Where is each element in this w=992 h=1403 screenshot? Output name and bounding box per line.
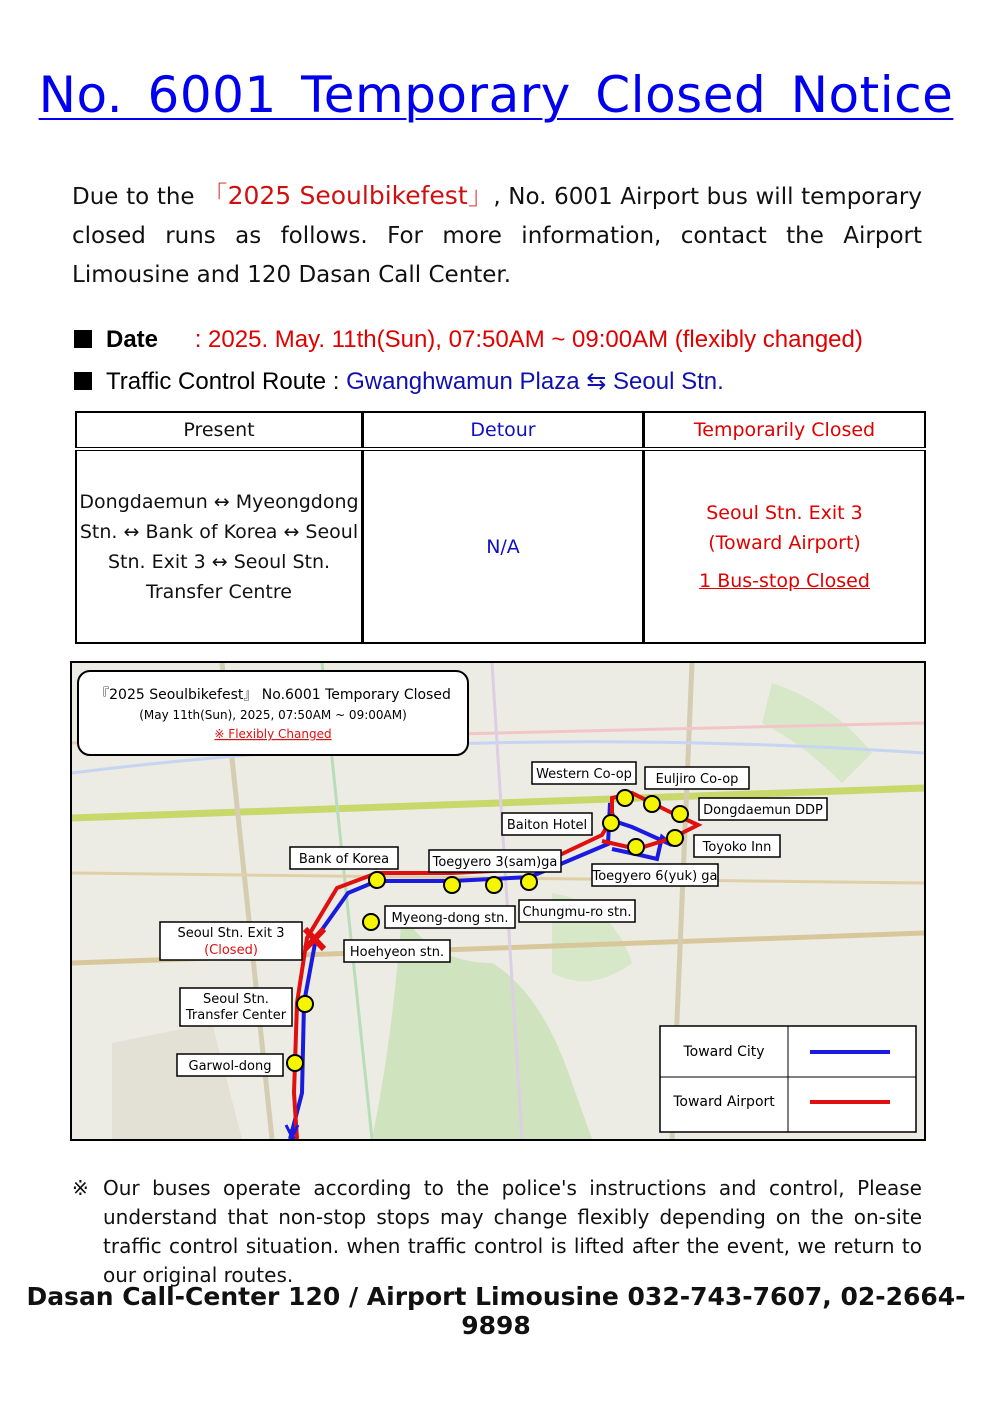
stop-bank-of-korea: [369, 872, 385, 888]
stop-toyoko-inn: [667, 830, 683, 846]
intro-after: , No. 6001 Airport bus will temporary closed runs as follows. For more information, contact the Airport Limousine and 120 Dasan Call Center.: [72, 184, 922, 288]
label-chungmuro: Chungmu-ro stn.: [522, 905, 632, 920]
label-toyoko-inn: Toyoko Inn: [702, 840, 772, 855]
banner-date: (May 11th(Sun), 2025, 07:50AM ~ 09:00AM): [139, 708, 407, 722]
note-text: Our buses operate according to the police's instructions and control, Please understand that non-stop stops may change flexibly depending on the on-site traffic control situation. when traffic control is lifted after the event, we return to our original routes.: [103, 1176, 922, 1287]
map-legend: [660, 1026, 916, 1132]
bullet-square-icon: [74, 330, 92, 348]
traffic-row: [74, 367, 724, 396]
detour-value: N/A: [363, 449, 644, 643]
note-mark: ※: [72, 1176, 89, 1200]
header-closed: Temporarily Closed: [644, 412, 926, 449]
date-label: Date: [106, 326, 159, 353]
traffic-label: Traffic Control Route: [106, 368, 327, 395]
label-euljiro-coop: Euljiro Co-op: [655, 772, 739, 787]
bullet-square-icon: [74, 372, 92, 390]
header-detour: Detour: [363, 412, 644, 449]
closed-note: 1 Bus-stop Closed: [699, 569, 870, 592]
route-table: [75, 411, 926, 644]
label-dongdaemun-ddp: Dongdaemun DDP: [703, 803, 823, 818]
table-header-row: [76, 412, 925, 449]
stop-chungmuro: [521, 874, 537, 890]
banner-title: 『2025 Seoulbikefest』 No.6001 Temporary Closed: [95, 687, 451, 703]
date-row: [74, 326, 863, 354]
label-toegyero3: Toegyero 3(sam)ga: [432, 855, 558, 870]
stop-toegyero3-a: [444, 877, 460, 893]
header-present: Present: [76, 412, 363, 449]
notice-title: No. 6001 Temporary Closed Notice: [38, 66, 954, 124]
date-value: 2025. May. 11th(Sun), 07:50AM ~ 09:00AM (flexibly changed): [208, 326, 863, 353]
map-svg: [72, 663, 924, 1139]
closed-cell: [644, 449, 926, 643]
stop-toegyero3-b: [486, 877, 502, 893]
contact-line: Dasan Call-Center 120 / Airport Limousine 032-743-7607, 02-2664-9898: [26, 1282, 966, 1340]
banner-note: ※ Flexibly Changed: [214, 727, 332, 741]
stop-western-coop: [617, 790, 633, 806]
stop-dongdaemun-ddp: [672, 806, 688, 822]
present-route: Dongdaemun ↔ Myeongdong Stn. ↔ Bank of Korea ↔ Seoul Stn. Exit 3 ↔ Seoul Stn. Transfer Centre: [76, 449, 363, 643]
label-seoul-exit3: Seoul Stn. Exit 3: [177, 926, 285, 941]
traffic-separator: :: [326, 368, 347, 395]
stop-garwol: [287, 1055, 303, 1071]
label-myeongdong: Myeong-dong stn.: [391, 911, 509, 926]
stop-seoul-transfer: [297, 996, 313, 1012]
intro-before: Due to the: [72, 184, 203, 210]
label-western-coop: Western Co-op: [536, 767, 632, 782]
stop-baiton-hotel: [603, 815, 619, 831]
traffic-value: Gwanghwamun Plaza ⇆ Seoul Stn.: [346, 368, 724, 395]
legend-city-label: Toward City: [683, 1044, 765, 1060]
label-transfer-line1: Seoul Stn.: [203, 992, 269, 1007]
intro-paragraph: [72, 176, 922, 295]
label-closed-tag: (Closed): [204, 943, 258, 958]
stop-myeongdong: [363, 914, 379, 930]
route-map: [70, 661, 926, 1141]
event-name: 「2025 Seoulbikefest」: [202, 181, 494, 210]
label-bank-of-korea: Bank of Korea: [298, 852, 390, 867]
label-hoehyeon: Hoehyeon stn.: [349, 945, 445, 960]
label-toegyero6: Toegyero 6(yuk) ga: [592, 869, 718, 884]
table-row: [76, 449, 925, 643]
date-separator: :: [188, 326, 209, 353]
legend-airport-label: Toward Airport: [673, 1094, 775, 1110]
label-transfer-line2: Transfer Center: [185, 1008, 287, 1023]
stop-toegyero6: [628, 839, 644, 855]
footer-note: [72, 1174, 922, 1290]
closed-stop: Seoul Stn. Exit 3 (Toward Airport): [706, 501, 863, 554]
label-garwol: Garwol-dong: [188, 1059, 272, 1074]
stop-euljiro-coop: [644, 796, 660, 812]
label-baiton-hotel: Baiton Hotel: [506, 818, 588, 833]
